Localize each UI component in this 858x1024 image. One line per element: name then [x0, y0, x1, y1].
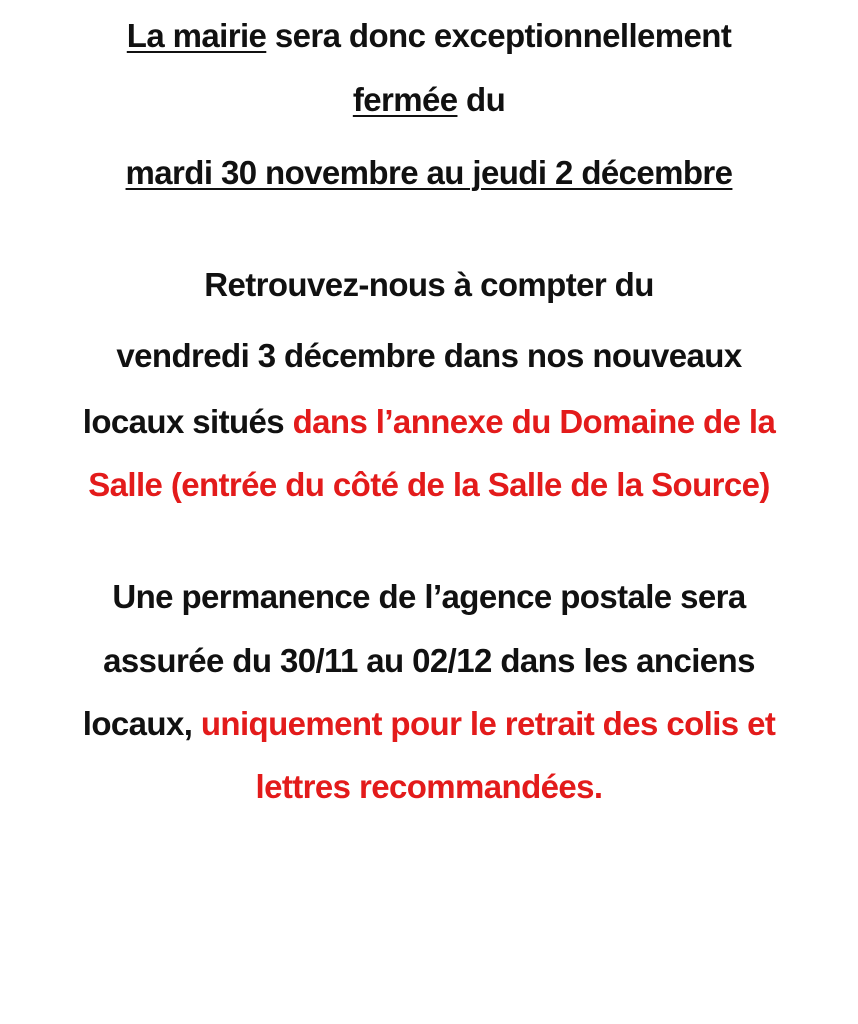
reopening-line-2: vendredi 3 décembre dans nos nouveaux [116, 337, 742, 374]
closure-line-1 [0, 16, 858, 56]
closure-text-b: du [457, 81, 506, 118]
closure-line-2 [0, 80, 858, 120]
postal-line-2: assurée du 30/11 au 02/12 dans les anciens [103, 642, 755, 679]
closure-subject: La mairie [126, 17, 267, 54]
reopening-line-4: Salle (entrée du côté de la Salle de la Source) [88, 466, 770, 503]
reopening-line-1: Retrouvez-nous à compter du [204, 266, 654, 303]
postal-line-1: Une permanence de l’agence postale sera [112, 578, 746, 615]
reopening-line-3-red: dans l’annexe du Domaine de la [292, 403, 776, 440]
postal-line-3 [0, 704, 858, 744]
reopening-line-3-black: locaux situés [82, 403, 293, 440]
postal-line-3-black: locaux, [82, 705, 201, 742]
closure-dates [0, 153, 858, 193]
closure-text-a: sera donc exceptionnellement [266, 17, 732, 54]
reopening-line-3 [0, 402, 858, 442]
postal-line-4: lettres recommandées. [255, 768, 603, 805]
closure-dates-text: mardi 30 novembre au jeudi 2 décembre [125, 154, 733, 191]
postal-line-3-red: uniquement pour le retrait des colis et [200, 705, 776, 742]
closure-closed-word: fermée [352, 81, 458, 118]
